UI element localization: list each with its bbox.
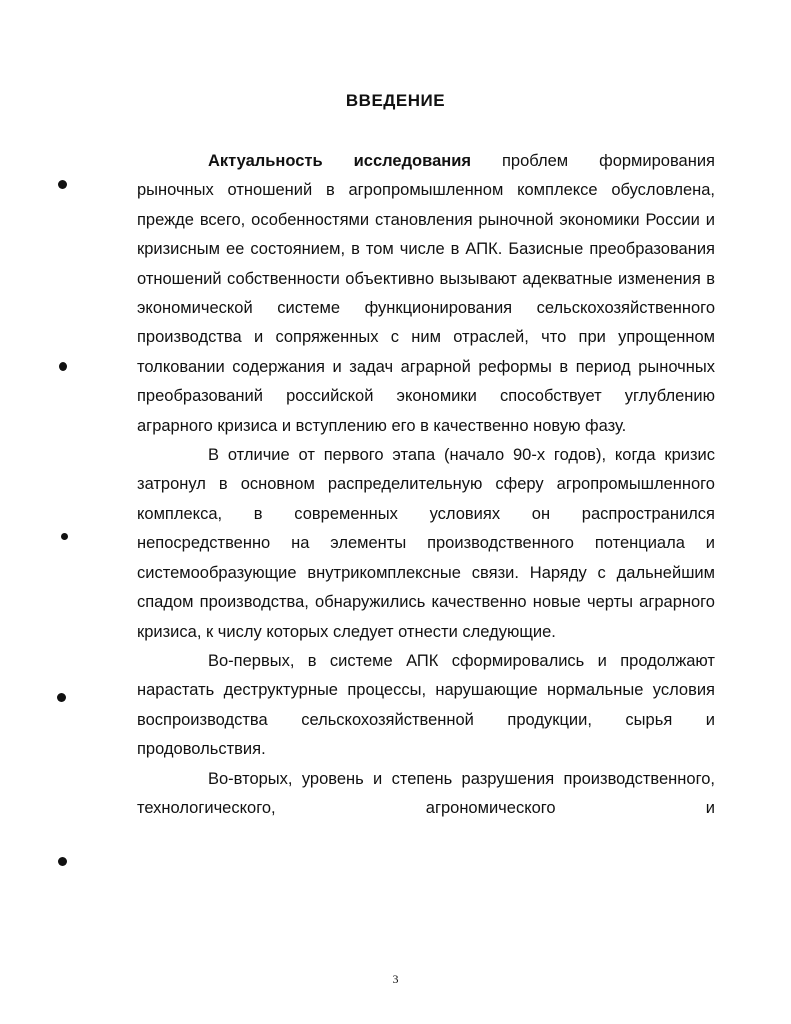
punch-hole-mark: [61, 533, 68, 540]
page-number: 3: [392, 972, 399, 986]
punch-hole-mark: [58, 857, 67, 866]
punch-hole-mark: [58, 180, 67, 189]
paragraph-lead-bold: Актуальность исследования: [208, 152, 471, 170]
paragraph: [137, 147, 715, 441]
paragraph: Во-вторых, уровень и степень разрушения производственного, технологического, агрономического и: [137, 769, 715, 817]
paragraph: Во-первых, в системе АПК сформировались и продолжают нарастать деструктурные процессы, нарушающие нормальные условия воспроизводства сельскохозяйственной продукции, сырья и продовольствия.: [137, 651, 715, 759]
punch-hole-mark: [57, 693, 66, 702]
body-text: [137, 147, 715, 823]
section-title: ВВЕДЕНИЕ: [345, 91, 446, 110]
paragraph: В отличие от первого этапа (начало 90-х годов), когда кризис затронул в основном распределительную сферу агропромышленного комплекса, в современных условиях он распространился непосредственно на элементы производственного потенциала и системообразующие внутрикомплексные связи. Наряду с дальнейшим спадом производства, обнаружились качественно новые черты аграрного кризиса, к числу которых следует отнести следующие.: [137, 446, 715, 641]
punch-hole-mark: [59, 362, 67, 371]
paragraph-text: проблем формирования рыночных отношений в агропромышленном комплексе обусловлена, прежде всего, особенностями становления рыночной экономики России и кризисным ее состоянием, в том числе в АПК. Базисные преобразования отношений собственности объективно вызывают адекватные изменения в экономической системе функционирования сельскохозяйственного производства и сопряженных с ним отраслей, что при упрощенном толковании содержания и задач аграрной реформы в период рыночных преобразований российской экономики способствует углублению аграрного кризиса и вступлению его в качественно новую фазу.: [137, 152, 715, 435]
